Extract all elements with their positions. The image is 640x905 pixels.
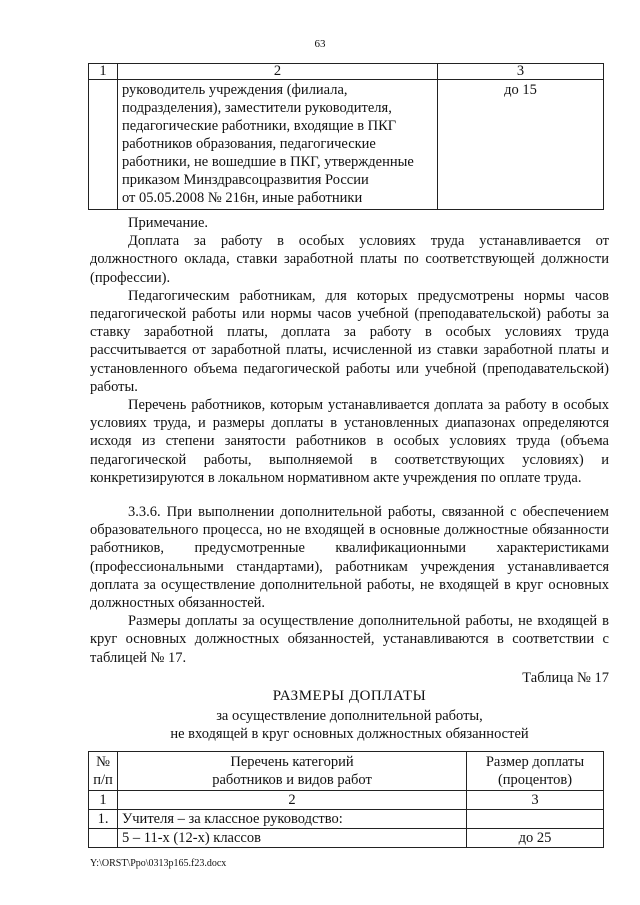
payment-value-cell: до 15 — [438, 80, 604, 210]
work-category-cell: 5 – 11-х (12-х) классов — [118, 829, 467, 848]
row-number-cell: 1. — [89, 810, 118, 829]
note-paragraph: Доплата за работу в особых условиях труда устанавливается от должностного оклада, ставки заработной платы по соответствующей должности (профессии). — [90, 233, 609, 286]
table-subtitle-line: не входящей в круг основных должностных обязанностей — [170, 726, 529, 742]
payment-value-cell — [467, 810, 604, 829]
column-number-1: 1 — [89, 64, 118, 80]
header-number-line: № — [96, 754, 110, 770]
column-number-1: 1 — [89, 791, 118, 810]
header-category-line: Перечень категорий — [230, 754, 354, 770]
note-paragraph: Педагогическим работникам, для которых предусмотрены нормы часов педагогической работы или нормы часов учебной (преподавательской) работы за ставку заработной платы, доплата за работу в особых условиях труда рассчитывается от заработной платы, исчисленной из ставки заработной платы и установленного объема педагогической работы или учебной (преподавательской) работы. — [90, 287, 609, 395]
header-number-line: п/п — [93, 772, 113, 788]
section-3-3-6 — [90, 503, 609, 687]
row-number-cell — [89, 829, 118, 848]
table-row — [89, 829, 604, 848]
column-number-2: 2 — [118, 64, 438, 80]
column-number-3: 3 — [438, 64, 604, 80]
header-number — [89, 752, 118, 791]
category-line: педагогические работники, входящие в ПКГ — [122, 118, 397, 134]
category-line: работники, не вошедшие в ПКГ, утвержденные — [122, 154, 414, 170]
header-category — [118, 752, 467, 791]
note-paragraph: Перечень работников, которым устанавливается доплата за работу в особых условиях труда, и размеры доплаты в установленных диапазонах определяются исходя из степени занятости работников в особых условиях труда (объема педагогической работы, выполняемой в соответствующих условиях) и конкретизируются в локальном нормативном акте учреждения по оплате труда. — [90, 397, 609, 486]
employee-category-cell — [118, 80, 438, 210]
category-line: подразделения), заместители руководителя, — [122, 100, 392, 116]
row-number-cell — [89, 80, 118, 210]
table-row — [89, 80, 604, 210]
note-section — [90, 214, 609, 487]
column-number-2: 2 — [118, 791, 467, 810]
column-number-row — [89, 64, 604, 80]
table-subtitle-line: за осуществление дополнительной работы, — [216, 708, 483, 724]
work-category-cell: Учителя – за классное руководство: — [118, 810, 467, 829]
table-header-row — [89, 752, 604, 791]
category-line: руководитель учреждения (филиала, — [122, 82, 348, 98]
section-paragraph: Размеры доплаты за осуществление дополнительной работы, не входящей в круг основных должностных обязанностей, устанавливаются в соответствии с таблицей № 17. — [90, 613, 609, 666]
category-line: работников образования, педагогические — [122, 136, 376, 152]
table-subtitle — [90, 707, 609, 743]
header-category-line: работников и видов работ — [212, 772, 372, 788]
footer-file-path: Y:\ORST\Ppo\0313p165.f23.docx — [90, 858, 227, 869]
table-title: РАЗМЕРЫ ДОПЛАТЫ — [272, 688, 427, 704]
section-paragraph: 3.3.6. При выполнении дополнительной работы, связанной с обеспечением образовательного процесса, но не входящей в основные должностные обязанности работников, предусмотренные квалификационными характеристиками (профессиональными стандартами), работникам учреждения устанавливается доплата за осуществление дополнительной работы, не входящей в круг основных должностных обязанностей. — [90, 504, 609, 612]
category-line: от 05.05.2008 № 216н, иные работники — [122, 190, 363, 206]
payment-value-cell: до 25 — [467, 829, 604, 848]
page-number: 63 — [314, 38, 326, 50]
category-line: приказом Минздравсоцразвития России — [122, 172, 369, 188]
header-payment-line: (процентов) — [497, 772, 573, 788]
note-title: Примечание. — [128, 215, 209, 231]
table-row — [89, 810, 604, 829]
table-label: Таблица № 17 — [522, 669, 609, 686]
header-payment-size — [467, 752, 604, 791]
header-payment-line: Размер доплаты — [485, 754, 585, 770]
payment-size-table — [88, 751, 604, 848]
continuation-table — [88, 63, 604, 210]
column-number-row — [89, 791, 604, 810]
column-number-3: 3 — [467, 791, 604, 810]
